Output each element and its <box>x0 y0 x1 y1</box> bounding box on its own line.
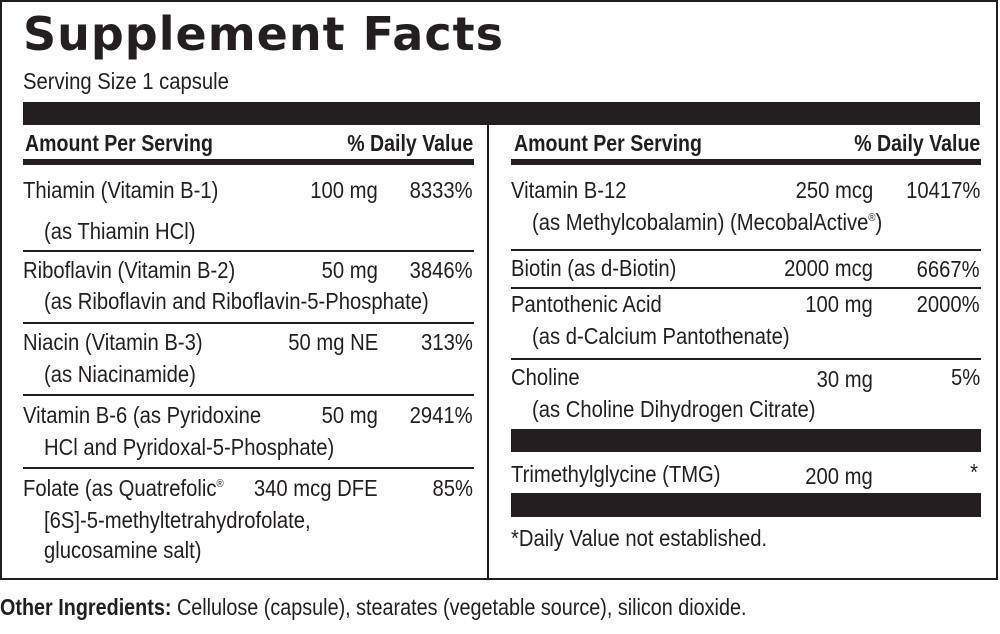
nutrient-dv: 2000% <box>916 291 980 317</box>
nutrient-dv: 313% <box>421 329 473 355</box>
nutrient-name: Vitamin B-6 (as Pyridoxine <box>23 402 262 428</box>
nutrient-amount: 2000 mcg <box>784 255 873 281</box>
nutrient-name: Thiamin (Vitamin B-1) <box>23 177 219 203</box>
nutrient-source: (as Choline Dihydrogen Citrate) <box>532 396 816 422</box>
nutrient-source: glucosamine salt) <box>44 537 202 563</box>
amount-per-serving-header: Amount Per Serving <box>25 130 213 156</box>
nutrient-name: Pantothenic Acid <box>511 291 662 317</box>
column-header <box>511 125 981 165</box>
nutrient-source: (as Methylcobalamin) (MecobalActive®) <box>532 209 883 235</box>
nutrient-dv: 8333% <box>409 177 473 203</box>
thick-rule <box>511 429 981 452</box>
nutrient-name: Biotin (as d-Biotin) <box>511 255 677 281</box>
nutrient-row <box>511 289 981 360</box>
nutrient-source: (as Thiamin HCl) <box>44 218 196 244</box>
nutrient-dv: 5% <box>950 364 980 390</box>
nutrient-row <box>511 251 981 289</box>
nutrient-source: [6S]-5-methyltetrahydrofolate, <box>44 507 311 533</box>
nutrient-row <box>511 457 981 491</box>
nutrient-name: Niacin (Vitamin B-3) <box>23 329 203 355</box>
nutrient-name: Folate (as Quatrefolic® <box>23 475 224 501</box>
nutrient-row <box>23 324 474 396</box>
nutrient-name: Trimethylglycine (TMG) <box>511 461 721 487</box>
column-divider <box>487 125 489 580</box>
nutrient-dv: 6667% <box>916 256 980 282</box>
nutrient-row <box>511 360 981 428</box>
column-header <box>23 125 474 165</box>
nutrient-name: Vitamin B-12 <box>511 177 627 203</box>
daily-value-header: % Daily Value <box>853 130 980 156</box>
nutrient-amount: 50 mg <box>321 402 378 428</box>
amount-per-serving-header: Amount Per Serving <box>514 130 702 156</box>
nutrient-source: HCl and Pyridoxal-5-Phosphate) <box>44 434 335 460</box>
nutrient-amount: 340 mcg DFE <box>254 475 378 501</box>
nutrient-row <box>23 165 474 252</box>
other-ingredients-text: Cellulose (capsule), stearates (vegetable source), silicon dioxide. <box>171 594 747 620</box>
nutrient-amount: 50 mg <box>321 257 378 283</box>
nutrient-dv: * <box>970 459 978 485</box>
nutrient-source: (as d-Calcium Pantothenate) <box>532 323 790 349</box>
nutrient-dv: 10417% <box>905 177 980 203</box>
nutrient-amount: 100 mg <box>805 291 873 317</box>
nutrient-row <box>511 165 981 251</box>
nutrient-amount: 200 mg <box>805 463 873 489</box>
other-ingredients <box>0 592 746 622</box>
nutrient-name: Choline <box>511 364 580 390</box>
nutrient-row <box>23 396 474 469</box>
daily-value-header: % Daily Value <box>346 130 473 156</box>
panel-title: Supplement Facts <box>23 7 504 61</box>
footnote: *Daily Value not established. <box>511 525 768 551</box>
nutrient-row <box>23 252 474 324</box>
nutrient-amount: 250 mcg <box>795 177 873 203</box>
serving-size: Serving Size 1 capsule <box>23 68 229 94</box>
nutrient-source: (as Riboflavin and Riboflavin-5-Phosphate) <box>44 288 429 314</box>
nutrient-dv: 3846% <box>409 257 473 283</box>
thick-rule <box>511 493 981 517</box>
other-ingredients-label: Other Ingredients: <box>0 594 172 620</box>
nutrient-source: (as Niacinamide) <box>44 361 196 387</box>
nutrient-dv: 85% <box>432 475 473 501</box>
thick-rule <box>23 102 980 125</box>
nutrient-row <box>23 469 474 579</box>
nutrient-amount: 100 mg <box>310 177 378 203</box>
nutrient-dv: 2941% <box>409 402 473 428</box>
registered-mark: ® <box>868 212 876 224</box>
registered-mark: ® <box>216 478 224 490</box>
nutrient-amount: 50 mg NE <box>288 329 378 355</box>
nutrient-name: Riboflavin (Vitamin B-2) <box>23 257 236 283</box>
nutrient-amount: 30 mg <box>816 366 873 392</box>
